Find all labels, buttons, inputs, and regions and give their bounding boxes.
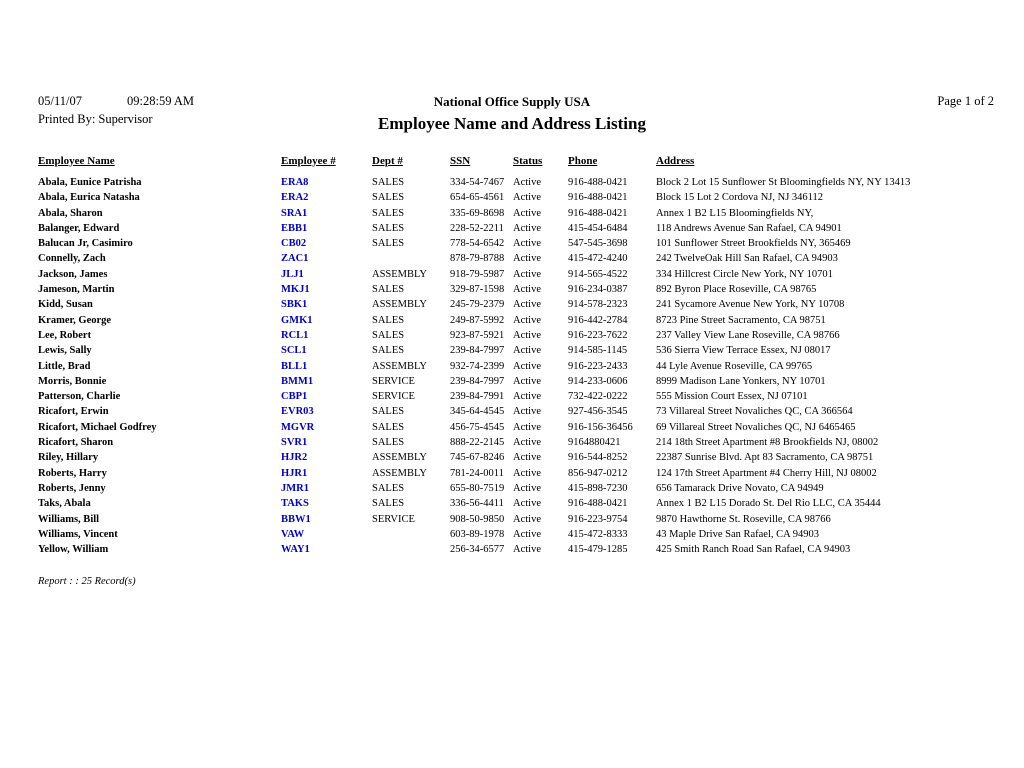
table-row [38, 390, 986, 405]
table-row [38, 344, 986, 359]
employee-code-link[interactable]: SVR1 [281, 437, 308, 449]
address-cell: 22387 Sunrise Blvd. Apt 83 Sacramento, CA 98751 [656, 452, 874, 464]
report-title: Employee Name and Address Listing [378, 114, 646, 133]
status-cell: Active [513, 375, 541, 387]
employee-code-link[interactable]: BLL1 [281, 360, 308, 372]
status-cell: Active [513, 437, 541, 449]
dept-cell [372, 528, 450, 543]
ssn-cell: 655-80-7519 [450, 482, 505, 494]
ssn-cell: 239-84-7997 [450, 375, 505, 387]
dept-cell: SALES [372, 482, 405, 494]
phone-cell: 914-565-4522 [568, 268, 628, 280]
phone-cell: 914-578-2323 [568, 299, 628, 311]
employee-code-link[interactable]: ZAC1 [281, 253, 309, 265]
ssn-cell: 345-64-4545 [450, 406, 505, 418]
employee-name-cell: Williams, Vincent [38, 528, 118, 540]
address-cell: Block 15 Lot 2 Cordova NJ, NJ 346112 [656, 192, 824, 204]
table-row [38, 497, 986, 512]
address-cell: 656 Tamarack Drive Novato, CA 94949 [656, 482, 824, 494]
status-cell: Active [513, 314, 541, 326]
status-cell: Active [513, 268, 541, 280]
employee-name-cell: Ricafort, Sharon [38, 437, 114, 449]
employee-name-cell: Connelly, Zach [38, 253, 106, 265]
phone-cell: 916-223-9754 [568, 513, 628, 525]
dept-cell: SALES [372, 406, 405, 418]
employee-code-link[interactable]: WAY1 [281, 544, 310, 556]
employee-name-cell: Roberts, Jenny [38, 482, 106, 494]
table-row [38, 421, 986, 436]
phone-cell: 916-223-7622 [568, 329, 628, 341]
table-row [38, 405, 986, 420]
col-header-address: Address [656, 155, 695, 167]
status-cell: Active [513, 544, 541, 556]
status-cell: Active [513, 421, 541, 433]
ssn-cell: 456-75-4545 [450, 421, 505, 433]
address-cell: 101 Sunflower Street Brookfields NY, 365469 [656, 238, 851, 250]
ssn-cell: 745-67-8246 [450, 452, 505, 464]
ssn-cell: 256-34-6577 [450, 544, 505, 556]
phone-cell: 415-472-8333 [568, 528, 628, 540]
employee-name-cell: Kidd, Susan [38, 299, 93, 311]
address-cell: 425 Smith Ranch Road San Rafael, CA 94903 [656, 544, 851, 556]
table-row [38, 451, 986, 466]
record-count: Report : : 25 Record(s) [38, 576, 136, 587]
phone-cell: 916-488-0421 [568, 177, 628, 188]
status-cell: Active [513, 345, 541, 357]
employee-code-link[interactable]: HJR2 [281, 452, 308, 464]
phone-cell: 732-422-0222 [568, 391, 628, 403]
dept-cell: SERVICE [372, 375, 415, 387]
status-cell: Active [513, 299, 541, 311]
employee-name-cell: Balucan Jr, Casimiro [38, 238, 133, 250]
table-body [38, 176, 986, 558]
phone-cell: 415-479-1285 [568, 544, 628, 556]
employee-code-link[interactable]: ERA8 [281, 177, 309, 188]
employee-name-cell: Abala, Eurica Natasha [38, 192, 140, 204]
employee-name-cell: Williams, Bill [38, 513, 100, 525]
table-row [38, 252, 986, 267]
ssn-cell: 334-54-7467 [450, 177, 505, 188]
address-cell: 214 18th Street Apartment #8 Brookfields NJ, 08002 [656, 437, 879, 449]
address-cell: 69 Villareal Street Novaliches QC, NJ 6465465 [656, 421, 856, 433]
employee-code-link[interactable]: HJR1 [281, 467, 308, 479]
address-cell: 124 17th Street Apartment #4 Cherry Hill, NJ 08002 [656, 467, 877, 479]
address-cell: 237 Valley View Lane Roseville, CA 98766 [656, 329, 840, 341]
phone-cell: 547-545-3698 [568, 238, 628, 250]
table-header-row [38, 155, 986, 176]
ssn-cell: 249-87-5992 [450, 314, 505, 326]
employee-name-cell: Abala, Eunice Patrisha [38, 177, 142, 188]
status-cell: Active [513, 360, 541, 372]
ssn-cell: 239-84-7997 [450, 345, 505, 357]
dept-cell: SALES [372, 437, 405, 449]
status-cell: Active [513, 391, 541, 403]
table-row [38, 237, 986, 252]
print-date: 05/11/07 [38, 94, 82, 108]
employee-code-link[interactable]: MGVR [281, 421, 315, 433]
dept-cell [372, 543, 450, 558]
table-row [38, 436, 986, 451]
table-row [38, 375, 986, 390]
address-cell: 892 Byron Place Roseville, CA 98765 [656, 284, 817, 296]
phone-cell: 415-898-7230 [568, 482, 628, 494]
employee-code-link[interactable]: MKJ1 [281, 284, 310, 296]
status-cell: Active [513, 482, 541, 494]
dept-cell [372, 252, 450, 267]
ssn-cell: 329-87-1598 [450, 284, 505, 296]
address-cell: 334 Hillcrest Circle New York, NY 10701 [656, 268, 833, 280]
dept-cell: SALES [372, 207, 405, 219]
status-cell: Active [513, 452, 541, 464]
address-cell: 555 Mission Court Essex, NJ 07101 [656, 391, 808, 403]
employee-code-link[interactable]: EVR03 [281, 406, 314, 418]
ssn-cell: 781-24-0011 [450, 467, 504, 479]
employee-code-link[interactable]: EBB1 [281, 222, 308, 234]
ssn-cell: 335-69-8698 [450, 207, 505, 219]
table-row [38, 298, 986, 313]
address-cell: 241 Sycamore Avenue New York, NY 10708 [656, 299, 845, 311]
table-row [38, 191, 986, 206]
table-row [38, 329, 986, 344]
table-row [38, 360, 986, 375]
status-cell: Active [513, 513, 541, 525]
phone-cell: 916-223-2433 [568, 360, 628, 372]
ssn-cell: 932-74-2399 [450, 360, 505, 372]
dept-cell: SALES [372, 421, 405, 433]
employee-code-link[interactable]: ERA2 [281, 192, 309, 204]
dept-cell: SALES [372, 177, 405, 188]
table-row [38, 543, 986, 558]
employee-code-link[interactable]: SCL1 [281, 345, 307, 357]
table-row [38, 268, 986, 283]
status-cell: Active [513, 284, 541, 296]
ssn-cell: 336-56-4411 [450, 498, 504, 510]
col-header-status: Status [513, 155, 543, 167]
address-cell: Annex 1 B2 L15 Bloomingfields NY, [656, 207, 814, 219]
employee-name-cell: Lee, Robert [38, 329, 92, 341]
employee-name-cell: Patterson, Charlie [38, 391, 121, 403]
address-cell: 8999 Madison Lane Yonkers, NY 10701 [656, 375, 826, 387]
col-header-employee-name: Employee Name [38, 155, 115, 167]
status-cell: Active [513, 406, 541, 418]
col-header-employee-number: Employee # [281, 155, 336, 167]
table-row [38, 482, 986, 497]
employee-code-link[interactable]: JLJ1 [281, 268, 304, 280]
employee-name-cell: Jackson, James [38, 268, 108, 280]
dept-cell: SALES [372, 314, 405, 326]
address-cell: 43 Maple Drive San Rafael, CA 94903 [656, 528, 820, 540]
ssn-cell: 654-65-4561 [450, 192, 505, 204]
employee-name-cell: Abala, Sharon [38, 207, 103, 219]
dept-cell: ASSEMBLY [372, 268, 427, 280]
phone-cell: 914-233-0606 [568, 375, 628, 387]
address-cell: Block 2 Lot 15 Sunflower St Bloomingfields NY, NY 13413 [656, 177, 911, 188]
address-cell: 536 Sierra View Terrace Essex, NJ 08017 [656, 345, 831, 357]
phone-cell: 916-544-8252 [568, 452, 628, 464]
employee-name-cell: Kramer, George [38, 314, 112, 326]
employee-name-cell: Jameson, Martin [38, 284, 115, 296]
phone-cell: 916-156-36456 [568, 421, 633, 433]
employee-name-cell: Balanger, Edward [38, 222, 120, 234]
status-cell: Active [513, 177, 541, 188]
dept-cell: SALES [372, 498, 405, 510]
employee-code-link[interactable]: TAKS [281, 498, 309, 510]
status-cell: Active [513, 253, 541, 265]
ssn-cell: 603-89-1978 [450, 528, 505, 540]
dept-cell: ASSEMBLY [372, 360, 427, 372]
phone-cell: 916-488-0421 [568, 498, 628, 510]
phone-cell: 916-442-2784 [568, 314, 628, 326]
employee-name-cell: Lewis, Sally [38, 345, 92, 357]
table-row [38, 528, 986, 543]
employee-name-cell: Riley, Hillary [38, 452, 99, 464]
dept-cell: ASSEMBLY [372, 299, 427, 311]
ssn-cell: 239-84-7991 [450, 391, 505, 403]
phone-cell: 9164880421 [568, 437, 621, 449]
table-row [38, 176, 986, 191]
phone-cell: 916-234-0387 [568, 284, 628, 296]
employee-name-cell: Roberts, Harry [38, 467, 107, 479]
dept-cell: ASSEMBLY [372, 467, 427, 479]
status-cell: Active [513, 238, 541, 250]
employee-name-cell: Ricafort, Erwin [38, 406, 109, 418]
ssn-cell: 778-54-6542 [450, 238, 505, 250]
table-row [38, 314, 986, 329]
employee-name-cell: Yellow, William [38, 544, 109, 556]
employee-code-link[interactable]: BBW1 [281, 513, 311, 525]
dept-cell: SALES [372, 222, 405, 234]
status-cell: Active [513, 329, 541, 341]
print-time: 09:28:59 AM [127, 94, 195, 108]
ssn-cell: 888-22-2145 [450, 437, 505, 449]
dept-cell: SALES [372, 238, 405, 250]
dept-cell: SALES [372, 192, 405, 204]
phone-cell: 914-585-1145 [568, 345, 628, 357]
dept-cell: ASSEMBLY [372, 452, 427, 464]
status-cell: Active [513, 467, 541, 479]
page-number: Page 1 of 2 [937, 94, 994, 108]
table-row [38, 513, 986, 528]
phone-cell: 415-472-4240 [568, 253, 628, 265]
table-row [38, 467, 986, 482]
ssn-cell: 918-79-5987 [450, 268, 505, 280]
table-header [38, 155, 986, 176]
ssn-cell: 908-50-9850 [450, 513, 505, 525]
address-cell: 242 TwelveOak Hill San Rafael, CA 94903 [656, 253, 838, 265]
printed-by: Printed By: Supervisor [38, 112, 153, 126]
phone-cell: 927-456-3545 [568, 406, 628, 418]
status-cell: Active [513, 207, 541, 219]
dept-cell: SALES [372, 284, 405, 296]
dept-cell: SERVICE [372, 513, 415, 525]
employee-code-link[interactable]: VAW [281, 528, 305, 540]
table-row [38, 207, 986, 222]
ssn-cell: 245-79-2379 [450, 299, 505, 311]
dept-cell: SERVICE [372, 391, 415, 403]
status-cell: Active [513, 528, 541, 540]
table-row [38, 283, 986, 298]
dept-cell: SALES [372, 329, 405, 341]
address-cell: 44 Lyle Avenue Roseville, CA 99765 [656, 360, 813, 372]
employee-name-cell: Morris, Bonnie [38, 375, 107, 387]
employee-code-link[interactable]: CB02 [281, 238, 307, 250]
employee-code-link[interactable]: BMM1 [281, 375, 314, 387]
status-cell: Active [513, 192, 541, 204]
employee-name-cell: Taks, Abala [38, 498, 91, 510]
phone-cell: 916-488-0421 [568, 192, 628, 204]
dept-cell: SALES [372, 345, 405, 357]
address-cell: 9870 Hawthorne St. Roseville, CA 98766 [656, 513, 831, 525]
address-cell: 73 Villareal Street Novaliches QC, CA 366564 [656, 406, 853, 418]
employee-name-cell: Little, Brad [38, 360, 91, 372]
table-row [38, 222, 986, 237]
ssn-cell: 228-52-2211 [450, 222, 504, 234]
ssn-cell: 923-87-5921 [450, 329, 505, 341]
employee-code-link[interactable]: JMR1 [281, 482, 309, 494]
address-cell: 8723 Pine Street Sacramento, CA 98751 [656, 314, 826, 326]
employee-code-link[interactable]: SRA1 [281, 207, 308, 219]
col-header-ssn: SSN [450, 155, 471, 167]
phone-cell: 415-454-6484 [568, 222, 628, 234]
employee-code-link[interactable]: SBK1 [281, 299, 308, 311]
phone-cell: 856-947-0212 [568, 467, 628, 479]
col-header-dept-number: Dept # [372, 155, 403, 167]
employee-code-link[interactable]: GMK1 [281, 314, 313, 326]
employee-table [38, 155, 986, 558]
company-name: National Office Supply USA [433, 94, 591, 109]
address-cell: 118 Andrews Avenue San Rafael, CA 94901 [656, 222, 842, 234]
employee-code-link[interactable]: CBP1 [281, 391, 308, 403]
employee-code-link[interactable]: RCL1 [281, 329, 309, 341]
status-cell: Active [513, 222, 541, 234]
address-cell: Annex 1 B2 L15 Dorado St. Del Rio LLC, CA 35444 [656, 498, 881, 510]
status-cell: Active [513, 498, 541, 510]
ssn-cell: 878-79-8788 [450, 253, 505, 265]
employee-name-cell: Ricafort, Michael Godfrey [38, 421, 157, 433]
phone-cell: 916-488-0421 [568, 207, 628, 219]
col-header-phone: Phone [568, 155, 598, 167]
